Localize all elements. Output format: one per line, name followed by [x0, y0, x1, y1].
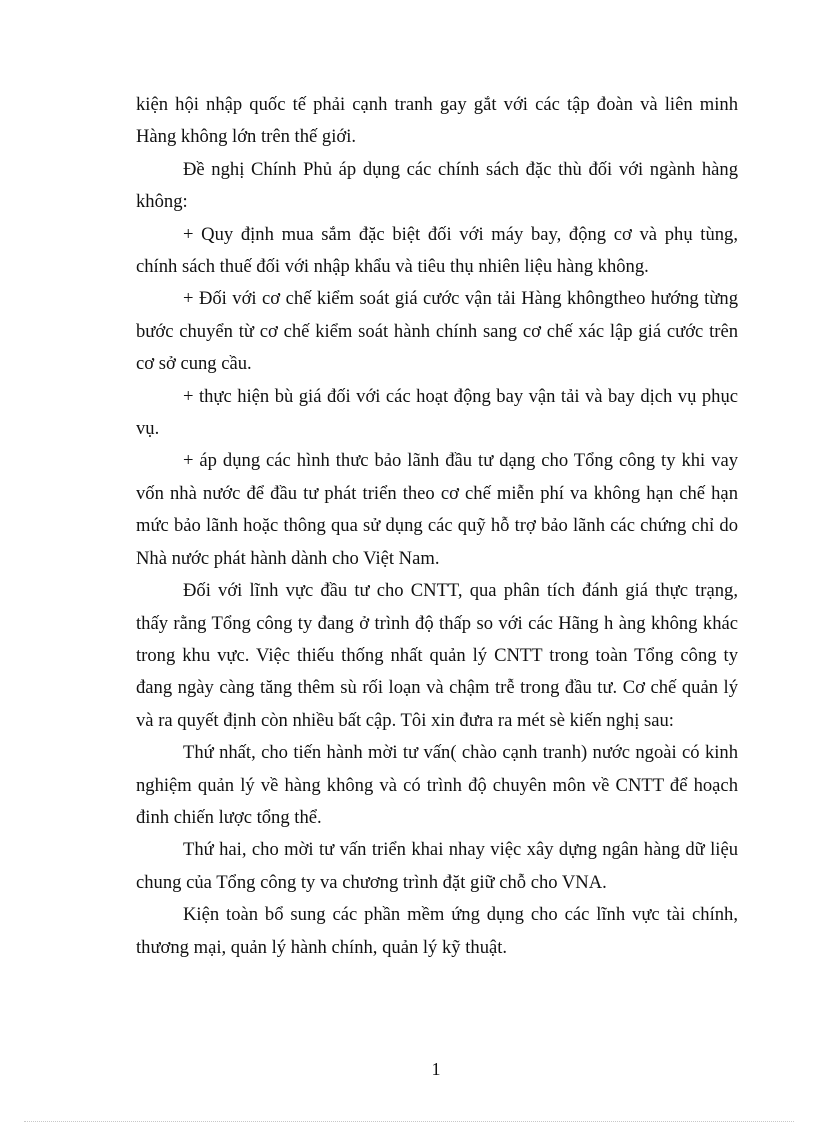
paragraph-subsidy: + thực hiện bù giá đối với các hoạt động bay vận tải và bay dịch vụ phục vụ.: [136, 385, 738, 440]
paragraph-software: Kiện toàn bổ sung các phần mềm ứng dụng cho các lĩnh vực tài chính, thương mại, quản lý hành chính, quản lý kỹ thuật.: [136, 904, 738, 958]
paragraph-second-recommendation: Thứ hai, cho mời tư vấn triển khai nhay việc xây dựng ngân hàng dữ liệu chung của Tổng công ty va chương trình đặt giữ chỗ cho VNA.: [136, 839, 738, 893]
paragraph-continuation: kiện hội nhập quốc tế phải cạnh tranh gay gắt với các tập đoàn và liên minh Hàng không lớn trên thế giới.: [136, 94, 738, 148]
paragraph-price-control: + Đối với cơ chế kiểm soát giá cước vận tải Hàng khôngtheo hướng từng bước chuyển từ cơ chế kiểm soát hành chính sang cơ chế xác lập giá cước trên cơ sở cung cầu.: [136, 288, 738, 375]
paragraph-guarantee: + áp dụng các hình thưc bảo lãnh đầu tư dạng cho Tổng công ty khi vay vốn nhà nước để đầu tư phát triển theo cơ chế miễn phí va không hạn chế hạn mức bảo lãnh hoặc thông qua sử dụng các quỹ hỗ trợ bảo lãnh các chứng chỉ do Nhà nước phát hành dành cho Việt Nam.: [136, 450, 738, 569]
document-body: [136, 89, 738, 964]
page-number: 1: [431, 1059, 441, 1079]
paragraph-it-investment: Đối với lĩnh vực đầu tư cho CNTT, qua phân tích đánh giá thực trạng, thấy rằng Tổng công ty đang ở trình độ thấp so với các Hãng h àng không khác trong khu vực. Việc thiếu thống nhất quản lý CNTT trong toàn Tổng công ty đang ngày càng tăng thêm sù rối loạn và chậm trễ trong đầu tư. Cơ chế quản lý và ra quyết định còn nhiều bất cập. Tôi xin đưra ra mét sè kiến nghị sau:: [136, 580, 738, 731]
paragraph-proposal-intro: Đề nghị Chính Phủ áp dụng các chính sách đặc thù đối với ngành hàng không:: [136, 158, 738, 213]
paragraph-procurement: + Quy định mua sắm đặc biệt đối với máy bay, động cơ và phụ tùng, chính sách thuế đối với nhập khẩu và tiêu thụ nhiên liệu hàng không.: [136, 223, 738, 278]
page-bottom-divider: [24, 1121, 794, 1122]
paragraph-first-recommendation: Thứ nhất, cho tiến hành mời tư vấn( chào cạnh tranh) nước ngoài có kinh nghiệm quản lý về hàng không và có trình độ chuyên môn về CNTT để hoạch đinh chiến lược tổng thể.: [136, 742, 738, 828]
